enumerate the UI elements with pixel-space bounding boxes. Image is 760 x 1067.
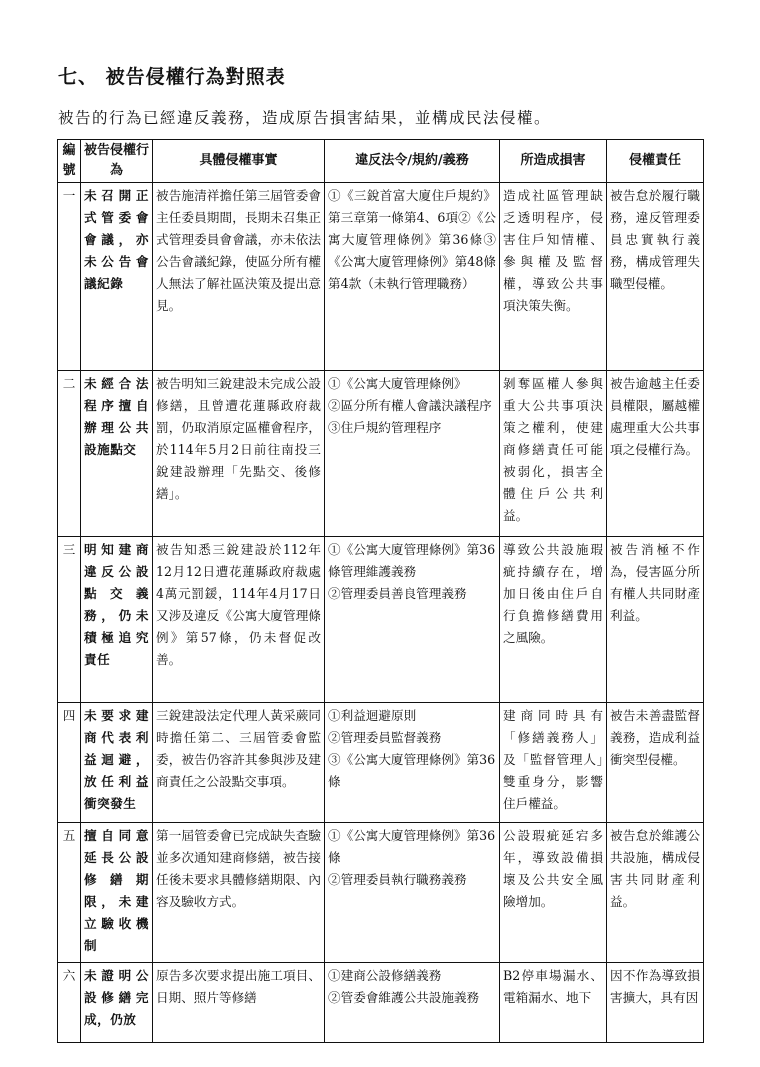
table-row: [58, 703, 704, 823]
row-fact: 三銳建設法定代理人黃采蕨同時擔任第二、三屆管委會監委，被告仍容許其參與涉及建商責任之公設點交事項。: [153, 703, 325, 823]
row-act: 擅自同意延長公設修繕期限，未建立驗收機制: [81, 823, 153, 963]
row-number: 二: [58, 371, 81, 537]
law-item: ②管理委員善良管理義務: [328, 586, 467, 601]
row-law: [325, 371, 500, 537]
row-number: 六: [58, 963, 81, 1043]
header-fact: 具體侵權事實: [153, 140, 325, 183]
row-damage: 建商同時具有「修繕義務人」及「監督管理人」雙重身分，影響住戶權益。: [500, 703, 607, 823]
row-damage: 剝奪區權人參與重大公共事項決策之權利，使建商修繕責任可能被弱化，損害全體住戶公共利益。: [500, 371, 607, 537]
table-row: [58, 371, 704, 537]
law-item: ①《公寓大廈管理條例》: [328, 376, 467, 391]
row-number: 一: [58, 183, 81, 371]
row-law: [325, 963, 500, 1043]
law-item: ③住戶規約管理程序: [328, 420, 442, 435]
row-law: [325, 703, 500, 823]
row-number: 五: [58, 823, 81, 963]
table-row: [58, 183, 704, 371]
row-damage: B2停車場漏水、電箱漏水、地下: [500, 963, 607, 1043]
row-damage: 導致公共設施瑕疵持續存在，增加日後由住戶自行負擔修繕費用之風險。: [500, 537, 607, 703]
row-act: 明知建商違反公設點交義務，仍未積極追究責任: [81, 537, 153, 703]
header-act: 被告侵權行為: [81, 140, 153, 183]
row-fact: 被告明知三銳建設未完成公設修繕，且曾遭花蓮縣政府裁罰，仍取消原定區權會程序，於114年5月2日前往南投三銳建設辦理「先點交、後修繕」。: [153, 371, 325, 537]
row-liability: 被告怠於維護公共設施，構成侵害共同財產利益。: [607, 823, 704, 963]
page-title: 七、 被告侵權行為對照表: [58, 66, 286, 88]
row-liability: 被告未善盡監督義務，造成利益衝突型侵權。: [607, 703, 704, 823]
law-item: ③《公寓大廈管理條例》第36條: [328, 752, 496, 789]
row-damage: 造成社區管理缺乏透明程序，侵害住戶知情權、參與權及監督權，導致公共事項決策失衡。: [500, 183, 607, 371]
table-row: [58, 823, 704, 963]
row-act: 未經合法程序擅自辦理公共設施點交: [81, 371, 153, 537]
row-fact: 被告知悉三銳建設於112年12月12日遭花蓮縣政府裁處4萬元罰鍰，114年4月17日又涉及違反《公寓大廈管理條例》第57條，仍未督促改善。: [153, 537, 325, 703]
law-item: ②管委會維護公共設施義務: [328, 990, 480, 1005]
law-item: ①《公寓大廈管理條例》第36條管理維護義務: [328, 542, 496, 579]
law-item: ②區分所有權人會議決議程序: [328, 398, 492, 413]
table-row: [58, 963, 704, 1043]
law-item: ②管理委員監督義務: [328, 730, 442, 745]
row-act: 未證明公設修繕完成，仍放: [81, 963, 153, 1043]
header-number: 編號: [58, 140, 81, 183]
row-damage: 公設瑕疵延宕多年，導致設備損壞及公共安全風險增加。: [500, 823, 607, 963]
intro-paragraph: 被告的行為已經違反義務，造成原告損害結果，並構成民法侵權。: [58, 109, 552, 127]
row-fact: 被告施清祥擔任第三屆管委會主任委員期間，長期未召集正式管理委員會會議，亦未依法公告會議紀錄，使區分所有權人無法了解社區決策及提出意見。: [153, 183, 325, 371]
law-item: ①《三銳首富大廈住戶規約》第三章第一條第4、6項②《公寓大廈管理條例》第36條③《公寓大廈管理條例》第48條第4款（未執行管理職務）: [328, 188, 496, 291]
header-law: 違反法令/規約/義務: [325, 140, 500, 183]
law-item: ①利益迴避原則: [328, 708, 417, 723]
header-liability: 侵權責任: [607, 140, 704, 183]
row-liability: 被告消極不作為，侵害區分所有權人共同財產利益。: [607, 537, 704, 703]
infringement-comparison-table: [57, 139, 704, 1043]
row-law: [325, 537, 500, 703]
row-act: 未召開正式管委會會議，亦未公告會議紀錄: [81, 183, 153, 371]
row-law: [325, 183, 500, 371]
row-act: 未要求建商代表利益迴避，放任利益衝突發生: [81, 703, 153, 823]
header-damage: 所造成損害: [500, 140, 607, 183]
law-item: ①《公寓大廈管理條例》第36條: [328, 828, 496, 865]
table-header-row: [58, 140, 704, 183]
law-item: ①建商公設修繕義務: [328, 968, 442, 983]
row-liability: 被告怠於履行職務，違反管理委員忠實執行義務，構成管理失職型侵權。: [607, 183, 704, 371]
row-fact: 原告多次要求提出施工項目、日期、照片等修繕: [153, 963, 325, 1043]
row-fact: 第一屆管委會已完成缺失查驗並多次通知建商修繕，被告接任後未要求具體修繕期限、內容及驗收方式。: [153, 823, 325, 963]
row-liability: 因不作為導致損害擴大，具有因: [607, 963, 704, 1043]
row-number: 三: [58, 537, 81, 703]
law-item: ②管理委員執行職務義務: [328, 872, 467, 887]
row-law: [325, 823, 500, 963]
table-row: [58, 537, 704, 703]
row-number: 四: [58, 703, 81, 823]
row-liability: 被告逾越主任委員權限，屬越權處理重大公共事項之侵權行為。: [607, 371, 704, 537]
